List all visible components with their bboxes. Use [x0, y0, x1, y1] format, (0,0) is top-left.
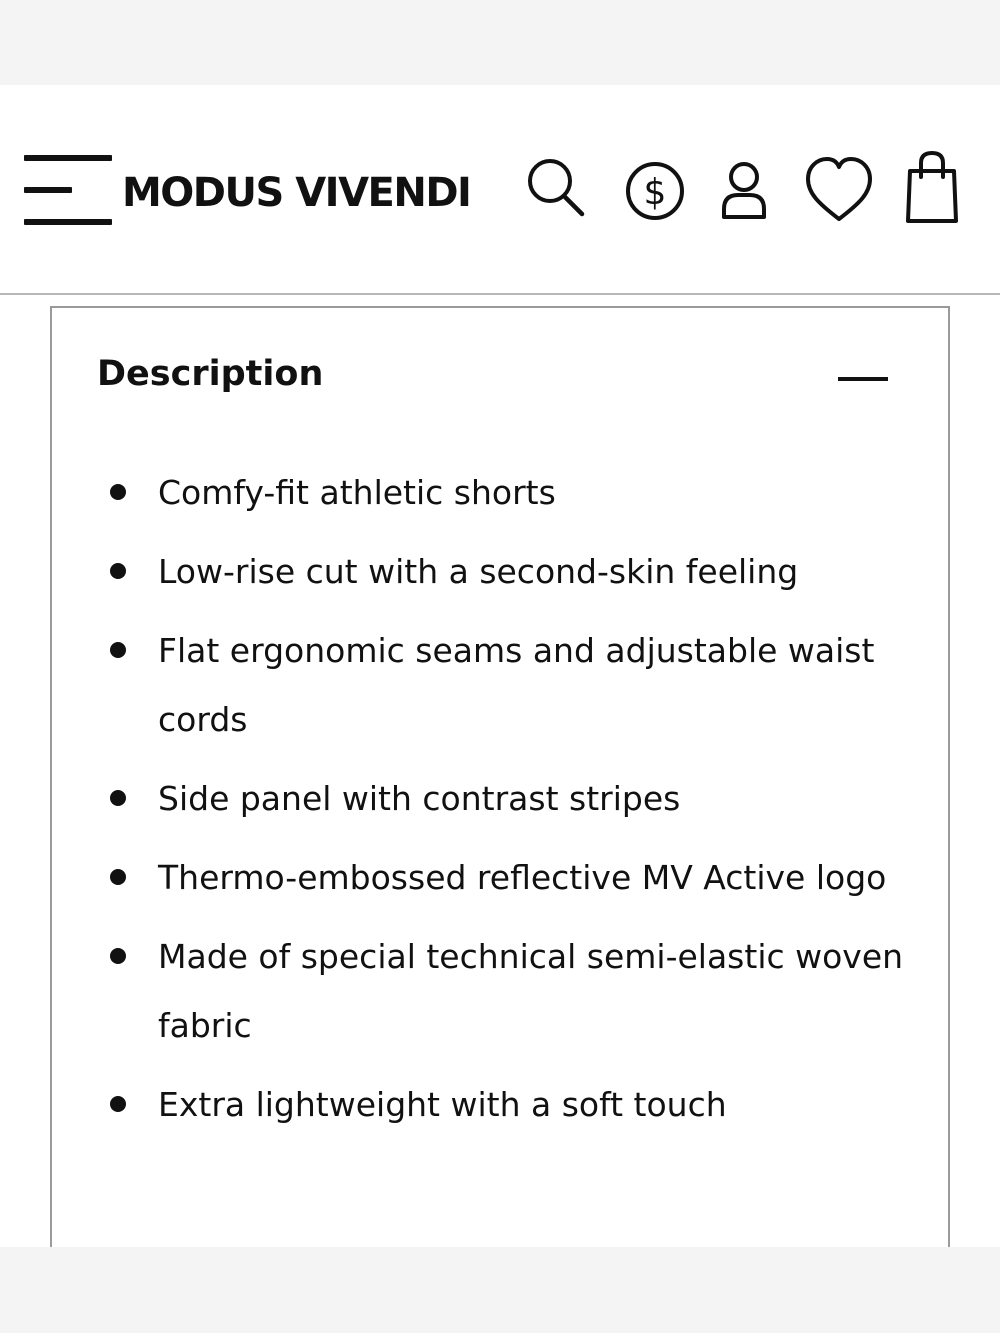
wishlist-icon[interactable]: [804, 151, 874, 227]
feature-text: Comfy-fit athletic shorts: [158, 473, 556, 512]
menu-line: [24, 155, 112, 161]
product-screen: [0, 85, 1000, 1247]
bullet-icon: [110, 563, 126, 579]
collapse-minus-icon[interactable]: [834, 362, 894, 388]
currency-icon[interactable]: [624, 151, 688, 227]
feature-text: Extra lightweight with a soft touch: [158, 1085, 727, 1124]
feature-text: Made of special technical semi-elastic woven fabric: [158, 937, 904, 1045]
menu-icon[interactable]: [24, 153, 114, 229]
bullet-icon: [110, 642, 126, 658]
feature-item: [52, 537, 948, 606]
feature-text: Flat ergonomic seams and adjustable waist cords: [158, 631, 875, 739]
search-icon[interactable]: [524, 151, 588, 227]
feature-item: [52, 458, 948, 527]
minus-bar: [838, 377, 888, 381]
description-panel: [50, 306, 950, 1247]
feature-text: Low-rise cut with a second-skin feeling: [158, 552, 799, 591]
bullet-icon: [110, 948, 126, 964]
menu-line: [24, 187, 72, 193]
bullet-icon: [110, 484, 126, 500]
feature-item: [52, 922, 948, 1060]
description-title[interactable]: Description: [97, 354, 324, 394]
bullet-icon: [110, 869, 126, 885]
bullet-icon: [110, 1096, 126, 1112]
menu-line: [24, 219, 112, 225]
feature-item: [52, 616, 948, 754]
feature-text: Side panel with contrast stripes: [158, 779, 681, 818]
bottom-margin: [0, 1247, 1000, 1333]
top-margin: [0, 0, 1000, 85]
currency-symbol: $: [643, 172, 667, 213]
feature-item: [52, 1070, 948, 1139]
feature-list: [52, 458, 948, 1149]
site-header: [0, 85, 1000, 295]
feature-item: [52, 843, 948, 912]
feature-text: Thermo-embossed reflective MV Active logo: [158, 858, 887, 897]
brand-logo[interactable]: MODUS VIVENDI: [122, 170, 471, 216]
bullet-icon: [110, 790, 126, 806]
account-icon[interactable]: [716, 151, 772, 227]
bag-icon[interactable]: [902, 151, 962, 227]
feature-item: [52, 764, 948, 833]
